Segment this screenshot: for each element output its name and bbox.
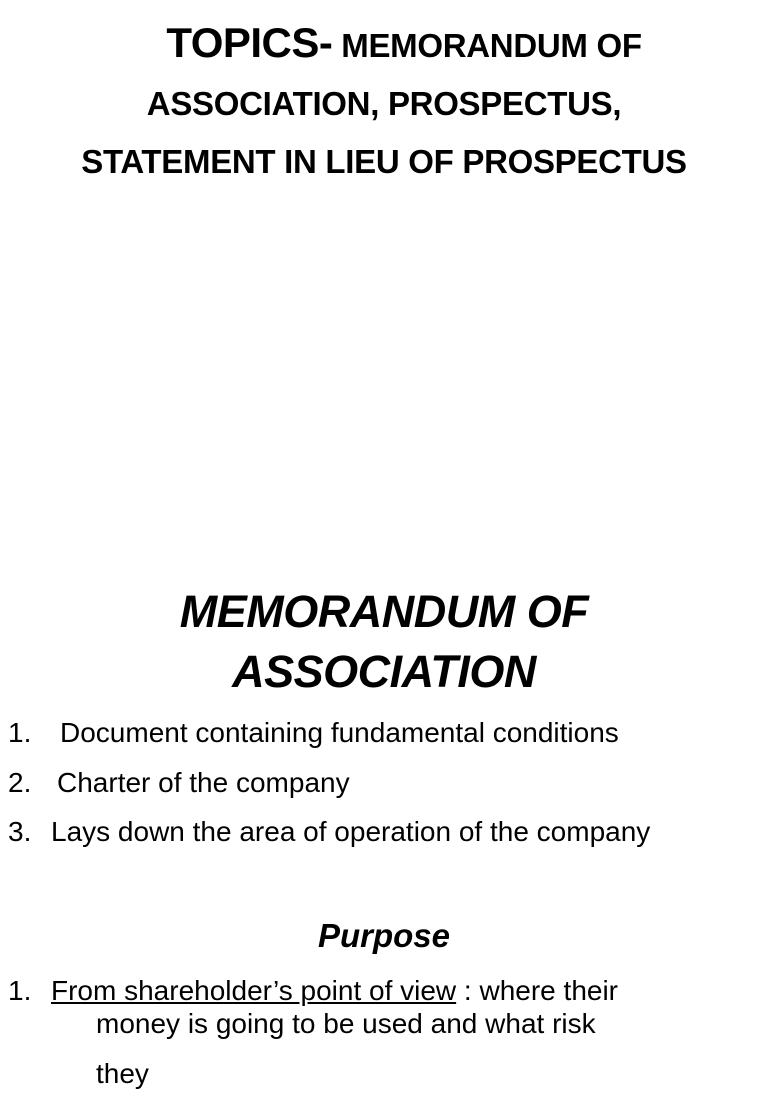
title-prefix: TOPICS- <box>166 19 333 66</box>
list-item <box>8 708 650 758</box>
list-item-number: 1. <box>8 975 32 1006</box>
slide-title <box>0 14 768 191</box>
title-line-2: ASSOCIATION, PROSPECTUS, <box>146 85 622 122</box>
cut-off-text: money is going to be used and what risk they <box>96 1008 596 1089</box>
list-item-text: Lays down the area of operation of the company <box>51 816 651 847</box>
memorandum-heading <box>0 582 768 702</box>
memorandum-heading-line-2: ASSOCIATION <box>232 646 536 697</box>
list-item-text: : where their <box>456 975 619 1006</box>
cut-off-text-line <box>96 1008 656 1089</box>
list-item <box>8 758 650 808</box>
list-item <box>8 807 650 857</box>
memorandum-points-list <box>8 708 650 857</box>
title-line-3: STATEMENT IN LIEU OF PROSPECTUS <box>81 143 687 180</box>
title-line-1 <box>0 14 768 75</box>
list-item-number: 3. <box>8 816 32 847</box>
purpose-heading: Purpose <box>317 917 451 954</box>
list-item-number: 1. <box>8 717 32 748</box>
list-item-text: Charter of the company <box>57 766 350 798</box>
list-item-underlined-text: From shareholder’s point of view <box>51 975 457 1006</box>
list-item-number: 2. <box>8 766 32 798</box>
title-line-1-rest: MEMORANDUM OF <box>332 27 642 64</box>
list-item-text: Document containing fundamental conditions <box>60 717 619 748</box>
memorandum-heading-line-1: MEMORANDUM OF <box>179 586 589 637</box>
